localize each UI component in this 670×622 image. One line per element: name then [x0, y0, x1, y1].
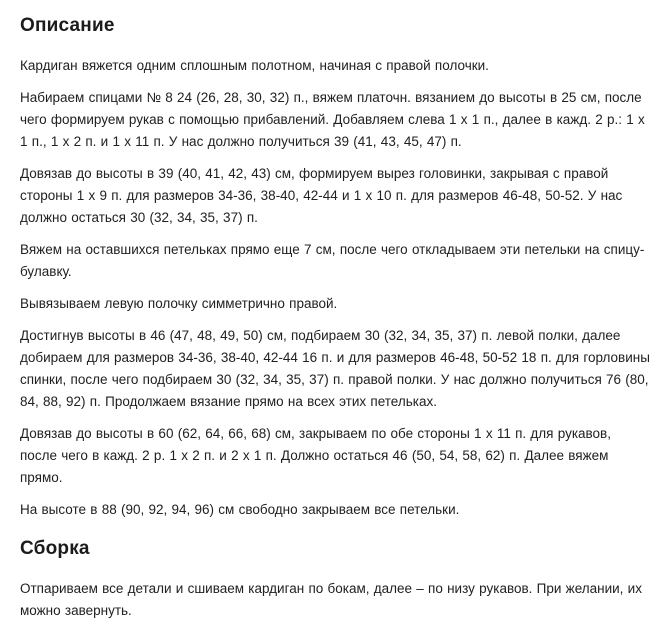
description-paragraph-6: Достигнув высоты в 46 (47, 48, 49, 50) см, подбираем 30 (32, 34, 35, 37) п. левой полки, далее добираем для размеров 34-36, 38-40, 42-44 16 п. и для размеров 46-48, 50-52 18 п. для горловины спинки, после чего подбираем 30 (32, 34, 35, 37) п. правой полки. У нас должно получиться 76 (80, 84, 88, 92) п. Продолжаем вязание прямо на всех этих петельках. — [20, 328, 650, 409]
description-paragraph-1: Кардиган вяжется одним сплошным полотном, начиная с правой полочки. — [20, 58, 489, 73]
assembly-heading: Сборка — [20, 538, 90, 559]
description-paragraph-5: Вывязываем левую полочку симметрично правой. — [20, 296, 338, 311]
description-paragraph-8: На высоте в 88 (90, 92, 94, 96) см свободно закрываем все петельки. — [20, 502, 460, 517]
description-paragraph-3: Довязав до высоты в 39 (40, 41, 42, 43) см, формируем вырез головинки, закрывая с правой стороны 1 х 9 п. для размеров 34-36, 38-40, 42-44 и 1 х 10 п. для размеров 46-48, 50-52. У нас должно остаться 30 (32, 34, 35, 37) п. — [20, 166, 623, 225]
description-paragraph-4: Вяжем на оставшихся петельках прямо еще 7 см, после чего откладываем эти петельки на спицу-булавку. — [20, 242, 645, 279]
description-paragraph-2: Набираем спицами № 8 24 (26, 28, 30, 32) п., вяжем платочн. вязанием до высоты в 25 см, после чего формируем рукав с помощью прибавлений. Добавляем слева 1 х 1 п., далее в кажд. 2 р.: 1 х 1 п., 1 х 2 п. и 1 х 11 п. У нас должно получиться 39 (41, 43, 45, 47) п. — [20, 90, 645, 149]
description-paragraph-7: Довязав до высоты в 60 (62, 64, 66, 68) см, закрываем по обе стороны 1 х 11 п. для рукавов, после чего в кажд. 2 р. 1 х 2 п. и 2 х 1 п. Должно остаться 46 (50, 54, 58, 62) п. Далее вяжем прямо. — [20, 426, 611, 485]
section-assembly — [20, 537, 650, 622]
description-heading: Описание — [20, 15, 115, 36]
section-description — [20, 14, 650, 521]
assembly-paragraph-1: Отпариваем все детали и сшиваем кардиган по бокам, далее – по низу рукавов. При желании, их можно завернуть. — [20, 581, 642, 618]
